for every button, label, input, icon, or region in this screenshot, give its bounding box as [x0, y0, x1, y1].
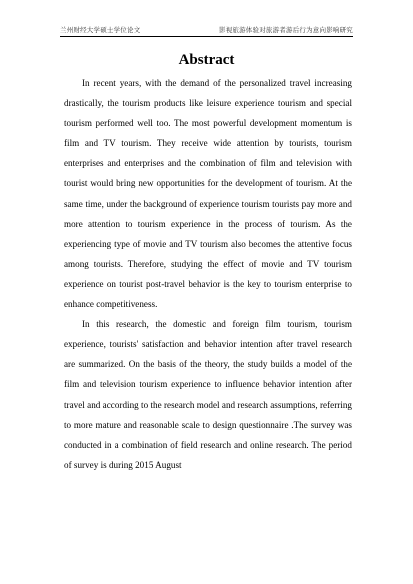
page-title: Abstract	[178, 52, 235, 68]
abstract-paragraph-1: In recent years, with the demand of the personalized travel increasing drastically, the tourism products like leisure experience tourism and special tourism performed well too. The most powerful development momentum is film and TV tourism. They receive wide attention by tourists, tourism enterprises and enterprises and the combination of film and television with tourist would bring new opportunities for the development of tourism. At the same time, under the background of experience tourism tourists pay more and more attention to tourism experience in the process of tourism. As the experiencing type of movie and TV tourism also becomes the attentive focus among tourists. Therefore, studying the effect of movie and TV tourism experience on tourist post-travel behavior is the key to tourism enterprise to enhance competitiveness.	[64, 78, 352, 310]
header-right-text: 影视旅游体验对旅游者游后行为意向影响研究	[219, 26, 353, 34]
abstract-body	[64, 73, 352, 475]
header-left-text: 兰州财经大学硕士学位论文	[60, 26, 141, 34]
running-header	[60, 20, 353, 34]
header-rule	[60, 36, 353, 37]
abstract-paragraph-2: In this research, the domestic and foreign film tourism, tourism experience, tourists' satisfaction and behavior intention after travel research are summarized. On the basis of the theory, the study builds a model of the film and television tourism experience to influence behavior intention after travel and according to the research model and research assumptions, referring to more mature and reasonable scale to design questionnaire .The survey was conducted in a combination of field research and online research. The period of survey is during 2015 August	[64, 319, 352, 470]
